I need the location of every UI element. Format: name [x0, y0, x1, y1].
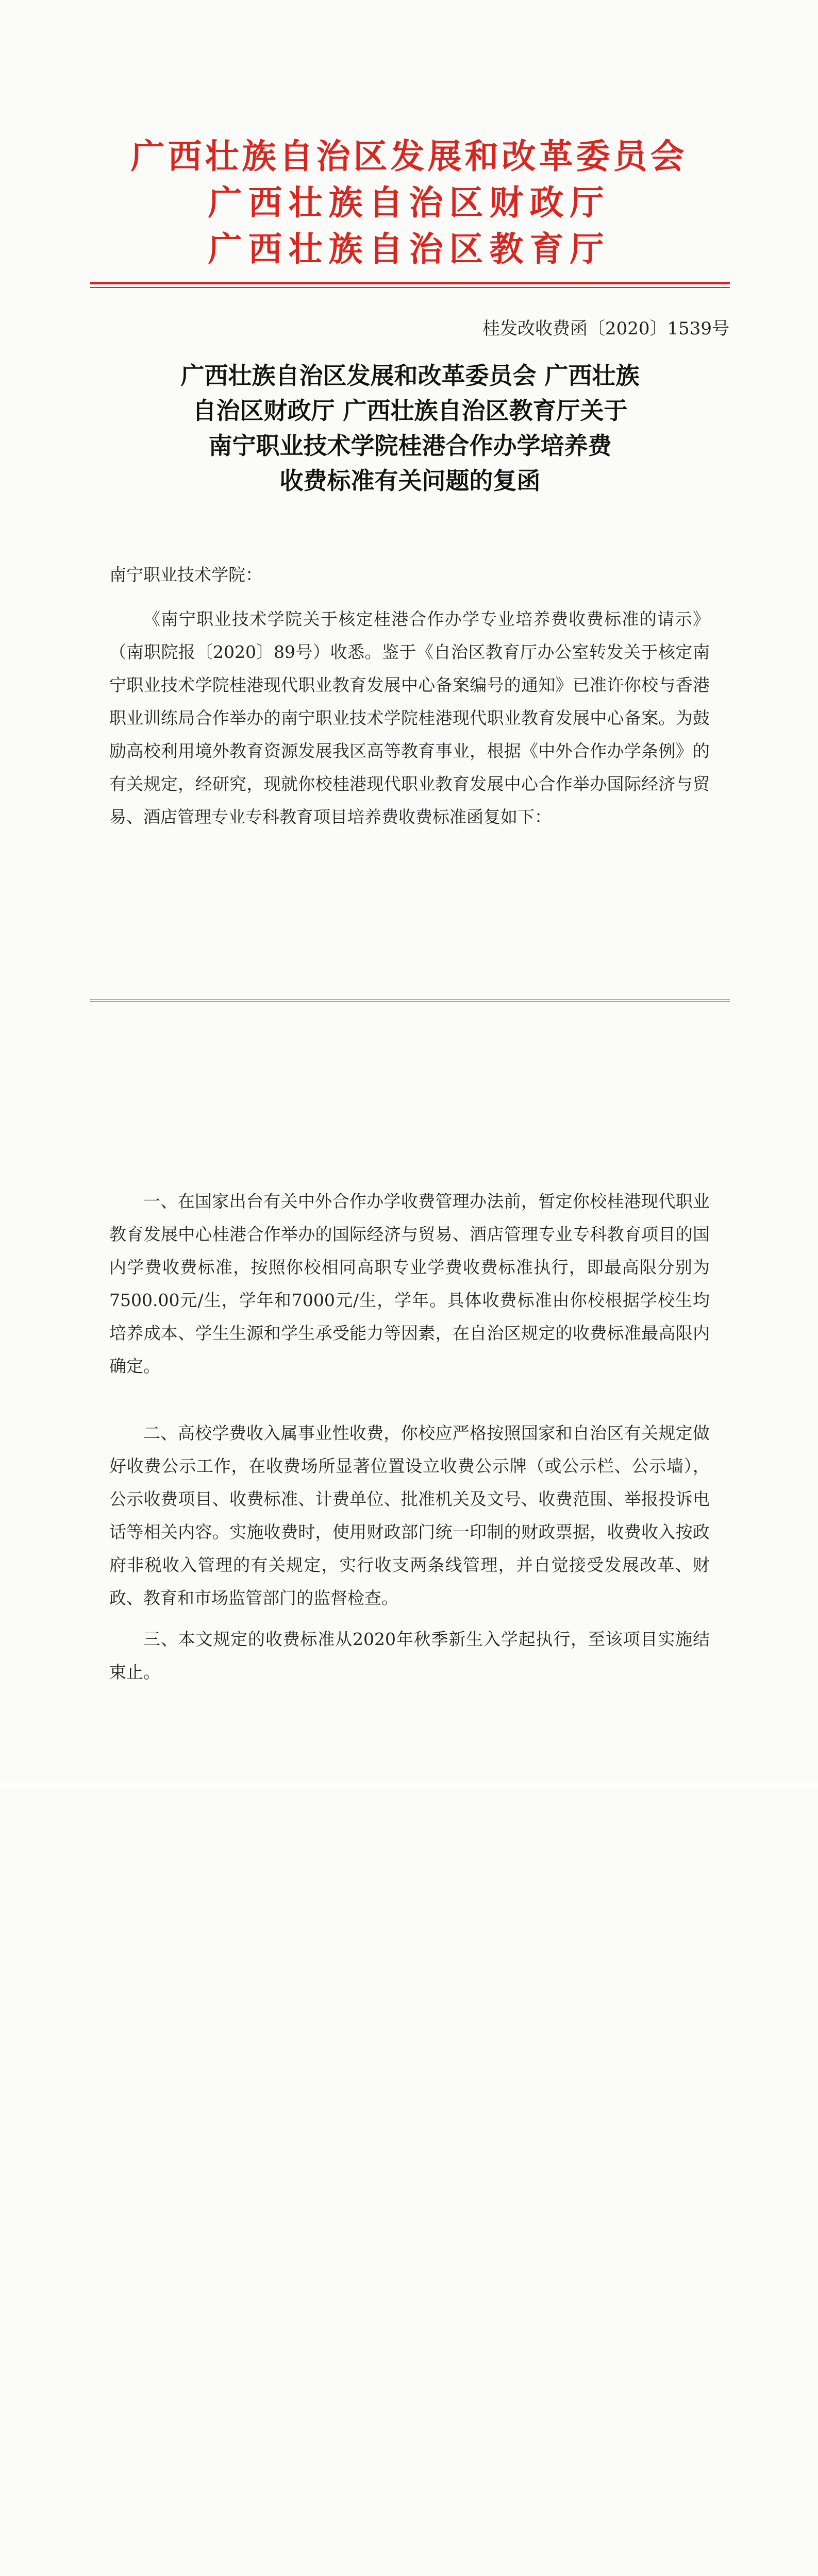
title-line: 广西壮族自治区发展和改革委员会 广西壮族 [180, 362, 640, 389]
body-paragraph-2: 二、高校学费收入属事业性收费，你校应严格按照国家和自治区有关规定做好收费公示工作，在收费场所显著位置设立收费公示牌（或公示栏、公示墙），公示收费项目、收费标准、计费单位、批准机关及文号、收费范围、举报投诉电话等相关内容。实施收费时，使用财政部门统一印制的财政票据，收费收入按政府非税收入管理的有关规定，实行收支两条线管理，并自觉接受发展改革、财政、教育和市场监管部门的监督检查。 [109, 1423, 710, 1608]
issuer-name-finance: 广西壮族自治区财政厅 [208, 182, 610, 223]
document-page-3 [0, 1788, 818, 2576]
title-line: 南宁职业技术学院桂港合作办学培养费 [208, 432, 612, 460]
intro-paragraph: 《南宁职业技术学院关于核定桂港合作办学专业培养费收费标准的请示》（南职院报〔2020〕89号）收悉。鉴于《自治区教育厅办公室转发关于核定南宁职业技术学院桂港现代职业教育发展中心备案编号的通知》已准许你校与香港职业训练局合作举办的南宁职业技术学院桂港现代职业教育发展中心备案。为鼓励高校利用境外教育资源发展我区高等教育事业，根据《中外合作办学条例》的有关规定，经研究，现就你校桂港现代职业教育发展中心合作举办国际经济与贸易、酒店管理专业专科教育项目培养费收费标准函复如下： [109, 609, 710, 827]
issuer-name-education: 广西壮族自治区教育厅 [208, 229, 610, 269]
issuer-name-ndrc: 广西壮族自治区发展和改革委员会 [130, 136, 688, 176]
title-line: 收费标准有关问题的复函 [279, 467, 541, 495]
body-paragraph-3: 三、本文规定的收费标准从2020年秋季新生入学起执行，至该项目实施结束止。 [109, 1629, 710, 1682]
red-header-rule [90, 282, 730, 284]
salutation: 南宁职业技术学院： [109, 565, 262, 585]
title-line: 自治区财政厅 广西壮族自治区教育厅关于 [192, 397, 628, 425]
body-paragraph-1: 一、在国家出台有关中外合作办学收费管理办法前，暂定你校桂港现代职业教育发展中心桂港合作举办的国际经济与贸易、酒店管理专业专科教育项目的国内学费收费标准，按照你校相同高职专业学费收费标准执行，即最高限分别为7500.00元/生，学年和7000元/生，学年。具体收费标准由你校根据学校生均培养成本、学生生源和学生承受能力等因素，在自治区规定的收费标准最高限内确定。 [109, 1191, 710, 1376]
document-number: 桂发改收费函〔2020〕1539号 [482, 318, 729, 339]
page-cut-line [90, 999, 730, 1002]
red-header-rule-thin [90, 287, 730, 288]
document-title [90, 358, 730, 498]
